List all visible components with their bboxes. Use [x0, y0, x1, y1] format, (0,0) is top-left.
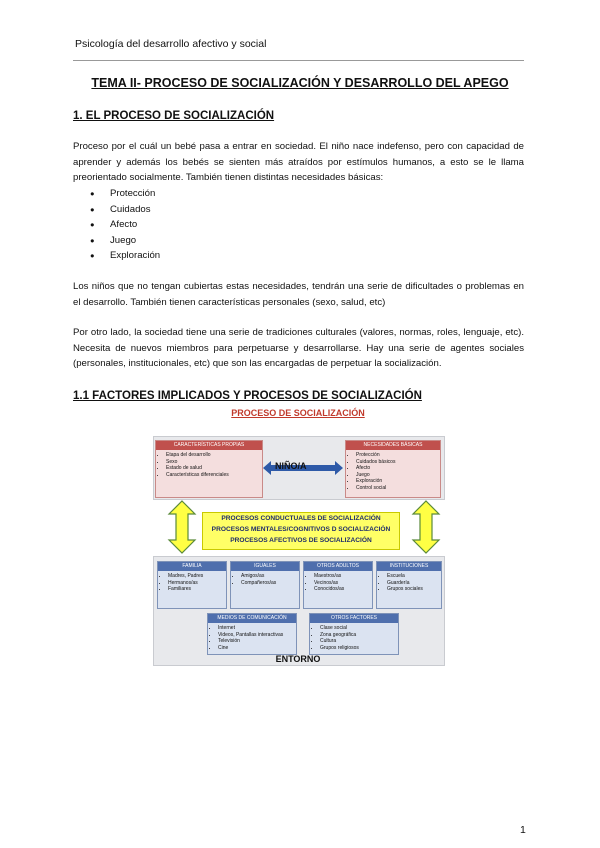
vertical-arrow-left-icon [167, 500, 197, 554]
list-item: • Conocidos/as [314, 586, 372, 593]
header-divider [73, 60, 524, 61]
section-heading-factores: 1.1 FACTORES IMPLICADOS Y PROCESOS DE SOCIALIZACIÓN [73, 390, 422, 402]
list-item: • Exploración [356, 478, 440, 485]
paragraph-text: Los niños que no tengan cubiertas estas necesidades, tendrán una serie de dificultades o problemas en el desarrollo. También tienen características personales (sexo, salud, etc) [73, 281, 524, 308]
proceso-line: PROCESOS CONDUCTUALES DE SOCIALIZACIÓN [221, 515, 381, 522]
proceso-line: PROCESOS AFECTIVOS DE SOCIALIZACIÓN [230, 537, 372, 544]
box-title: OTROS ADULTOS [304, 562, 372, 571]
list-item: • Cuidados básicos [356, 459, 440, 466]
list-item: • Hermanos/as [168, 580, 226, 587]
box-title: CARACTERÍSTICAS PROPIAS [156, 441, 262, 450]
list-item: ● Afecto [90, 217, 160, 233]
box-title: FAMILIA [158, 562, 226, 571]
list-item: • Televisión [218, 638, 296, 645]
list-item: • Grupos religiosos [320, 645, 398, 652]
page-number: 1 [520, 824, 526, 836]
list-item: • Vecinos/as [314, 580, 372, 587]
list-item: • Protección [356, 452, 440, 459]
necesidades-box [345, 440, 441, 498]
list-item: • Videos, Pantallas interactivas [218, 632, 296, 639]
list-item: • Guardería [387, 580, 441, 587]
procesos-box [202, 512, 400, 550]
list-item: • Cine [218, 645, 296, 652]
list-item: • Cultura [320, 638, 398, 645]
entorno-label: ENTORNO [275, 654, 321, 664]
list-item: • Afecto [356, 465, 440, 472]
paragraph-text: Proceso por el cuál un bebé pasa a entrar en sociedad. El niño nace indefenso, pero con capacidad de aprender y además los bebés se sienten más atraídos por estímulos humanos, a esto se le llama preorientado socialmente. También tienen distintas necesidades básicas: [73, 141, 524, 184]
document-title: TEMA II- PROCESO DE SOCIALIZACIÓN Y DESARROLLO DEL APEGO [91, 76, 509, 90]
box-title: IGUALES [231, 562, 299, 571]
needs-paragraph [73, 279, 524, 310]
list-item: • Etapa del desarrollo [166, 452, 262, 459]
otros-factores-box [309, 613, 399, 655]
needs-list [90, 186, 160, 264]
list-item: • Familiares [168, 586, 226, 593]
list-item: • Madres, Padres [168, 573, 226, 580]
list-item: • Zona geográfica [320, 632, 398, 639]
box-title: INSTITUCIONES [377, 562, 441, 571]
running-header: Psicología del desarrollo afectivo y social [75, 38, 267, 50]
box-title: OTROS FACTORES [310, 614, 398, 623]
paragraph-text: Por otro lado, la sociedad tiene una serie de tradiciones culturales (valores, normas, roles, lenguaje, etc). Necesita de nuevos miembros para perpetuarse y desarrollarse. Hay una serie de agentes sociales (personales, institucionales, etc) que son las encargadas de perpetuar la socialización. [73, 327, 524, 370]
center-label: NIÑO/A [275, 461, 307, 471]
instituciones-box [376, 561, 442, 609]
list-item: ● Exploración [90, 248, 160, 264]
box-title: NECESIDADES BÁSICAS [346, 441, 440, 450]
list-item: ● Protección [90, 186, 160, 202]
iguales-box [230, 561, 300, 609]
society-paragraph [73, 325, 524, 372]
familia-box [157, 561, 227, 609]
list-item: • Control social [356, 485, 440, 492]
list-item: • Internet [218, 625, 296, 632]
intro-paragraph [73, 139, 524, 186]
otros-adultos-box [303, 561, 373, 609]
list-item: • Escuela [387, 573, 441, 580]
list-item: • Compañeros/as [241, 580, 299, 587]
list-item: • Clase social [320, 625, 398, 632]
list-item: • Estado de salud [166, 465, 262, 472]
list-item: • Juego [356, 472, 440, 479]
list-item: • Maestros/as [314, 573, 372, 580]
box-title: MEDIOS DE COMUNICACIÓN [208, 614, 296, 623]
list-item: • Grupos sociales [387, 586, 441, 593]
socialization-diagram [147, 408, 449, 665]
list-item: ● Cuidados [90, 202, 160, 218]
list-item: • Características diferenciales [166, 472, 262, 479]
proceso-line: PROCESOS MENTALES/COGNITIVOS D SOCIALIZACIÓN [211, 526, 391, 533]
diagram-title: PROCESO DE SOCIALIZACIÓN [231, 408, 365, 418]
section-heading-socializacion: 1. EL PROCESO DE SOCIALIZACIÓN [73, 110, 275, 122]
list-item: • Sexo [166, 459, 262, 466]
list-item: ● Juego [90, 233, 160, 249]
vertical-arrow-right-icon [411, 500, 441, 554]
medios-box [207, 613, 297, 655]
list-item: • Amigos/as [241, 573, 299, 580]
caracteristicas-box [155, 440, 263, 498]
